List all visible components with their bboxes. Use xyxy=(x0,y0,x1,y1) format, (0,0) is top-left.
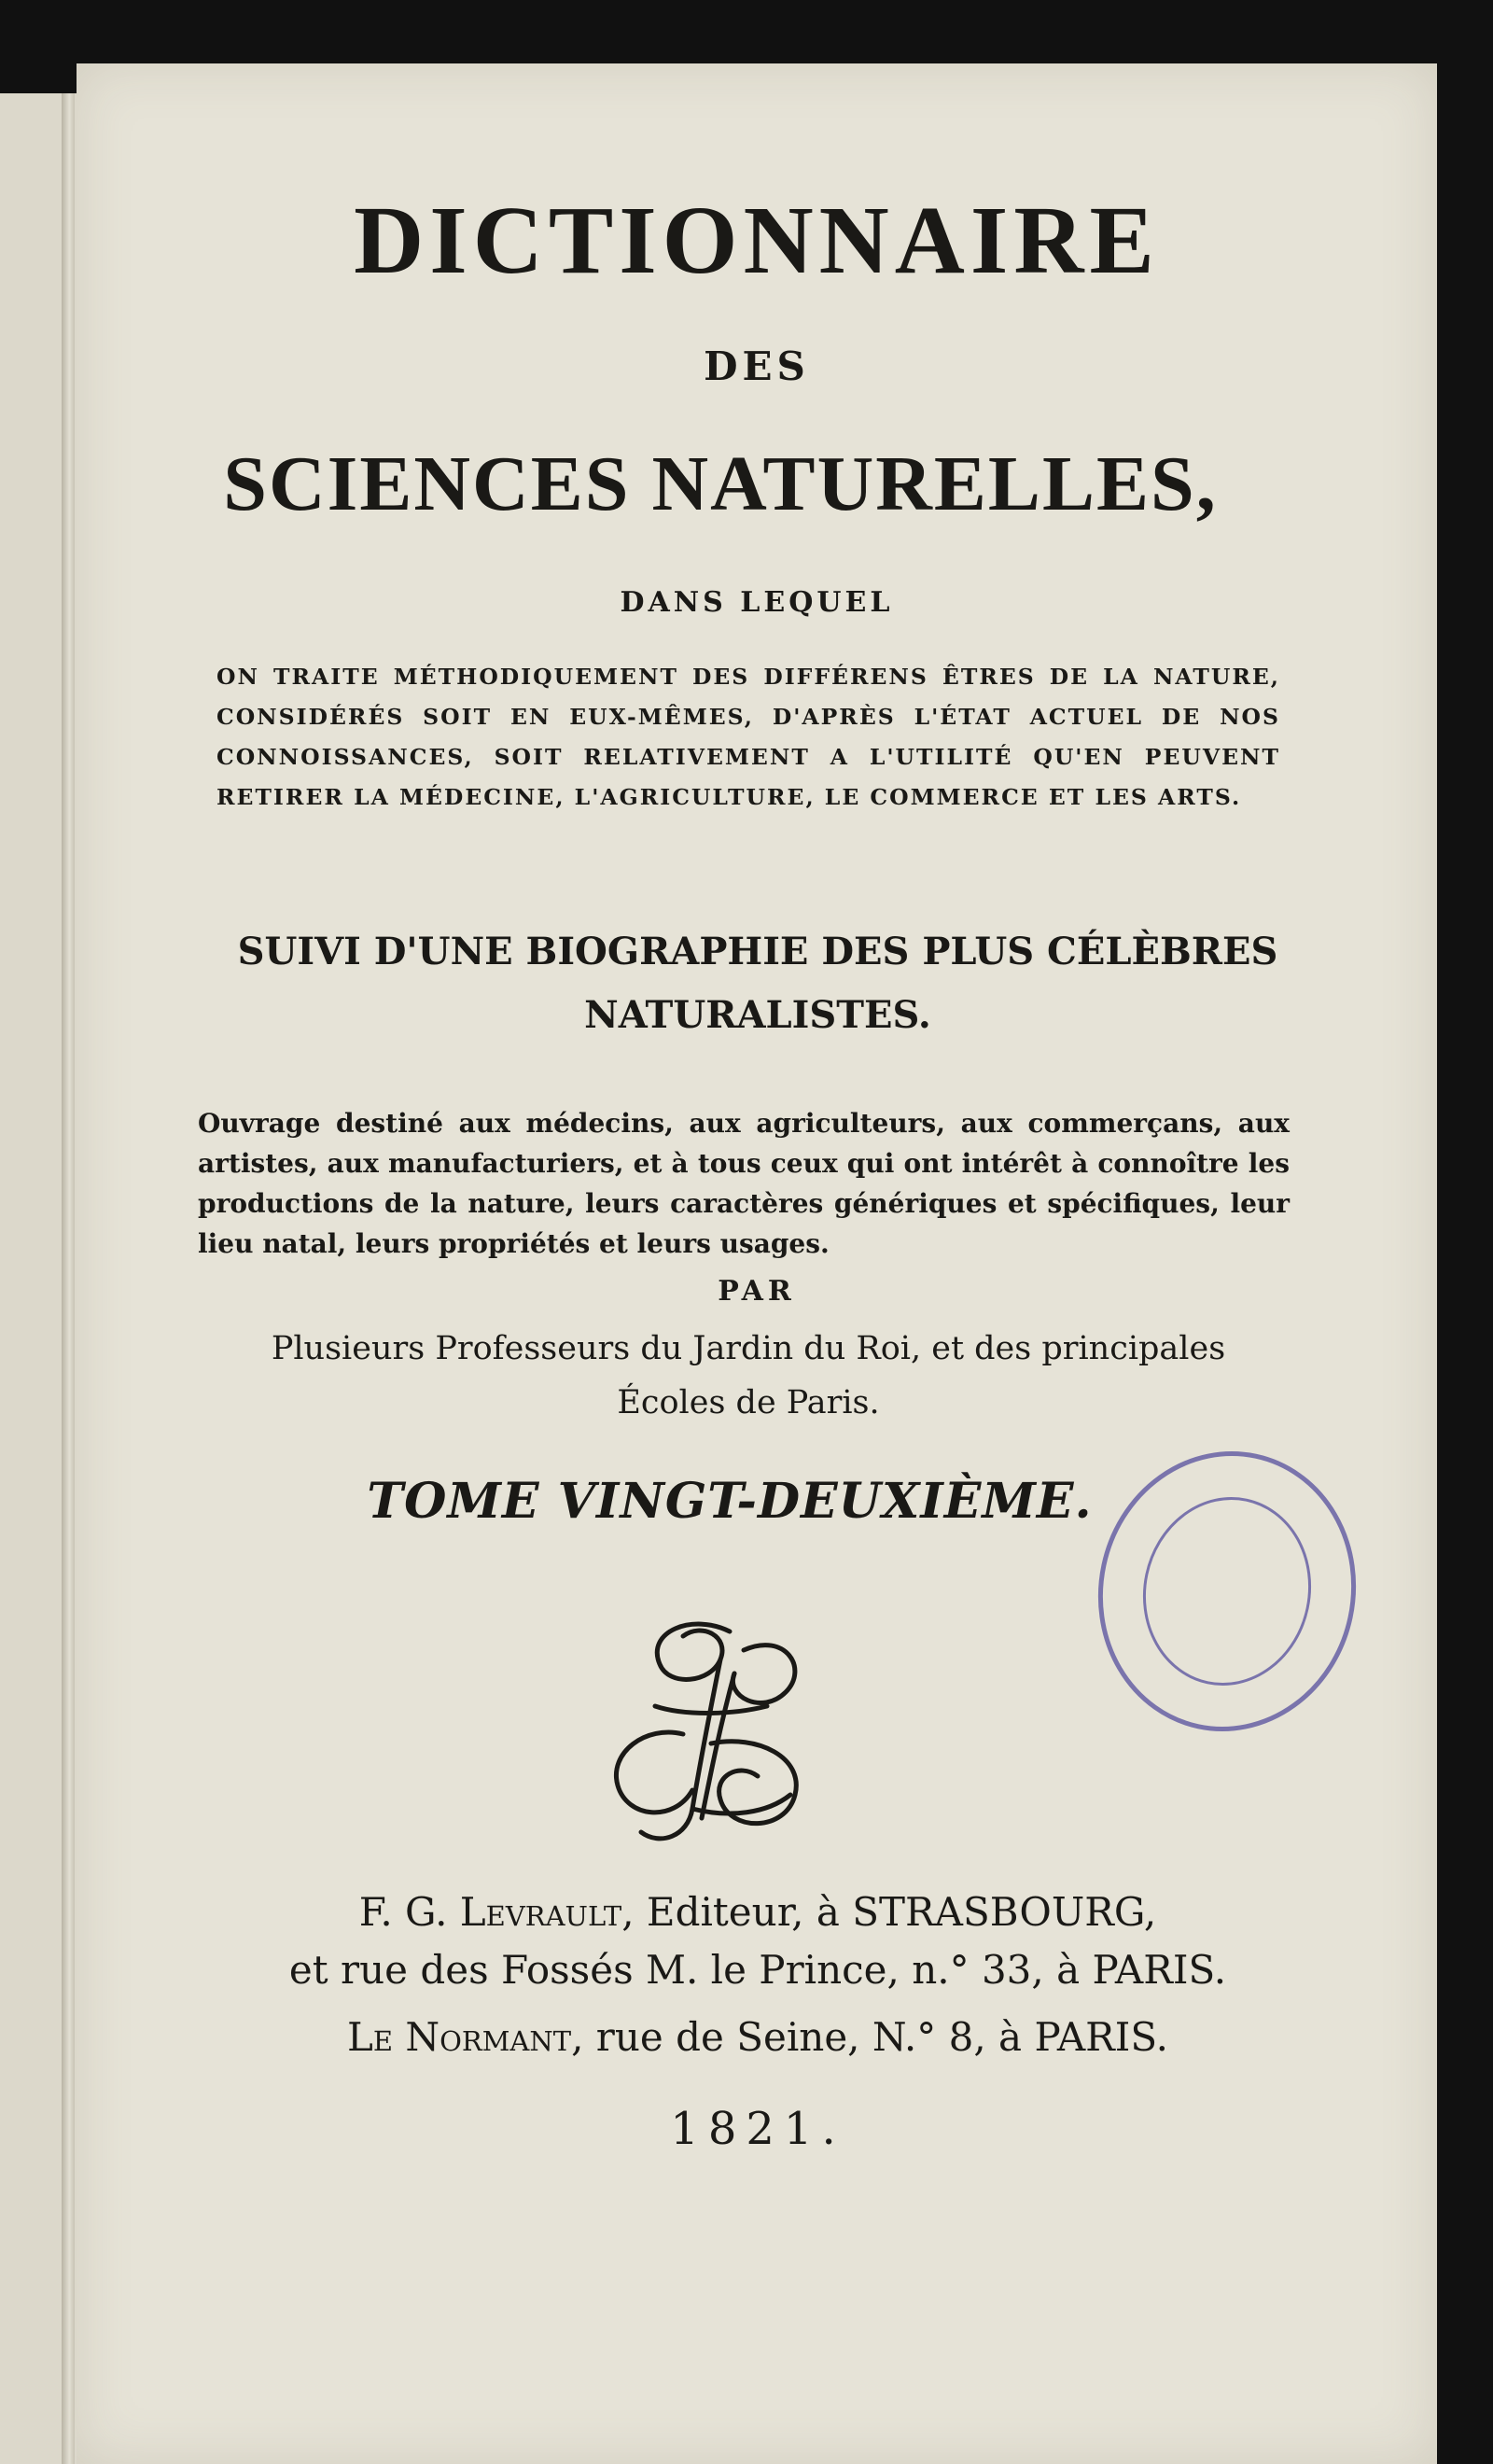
main-title: DICTIONNAIRE xyxy=(354,187,1160,294)
ouvrage-description: Ouvrage destiné aux médecins, aux agriculteurs, aux commerçans, aux artistes, aux manufacturiers, et à tous ceux qui ont intérêt à connoître les productions de la nature, leurs caractères génériques et spécifiques, leur lieu natal, leurs propriétés et leurs usages. xyxy=(198,1108,1290,1259)
publisher-name: F. G. Levrault xyxy=(358,1889,622,1935)
publisher-block xyxy=(151,1883,1364,1999)
publication-year: 1821. xyxy=(670,2103,845,2155)
par-label: PAR xyxy=(718,1275,796,1308)
normant-name: Le Normant xyxy=(346,2014,572,2060)
title-page xyxy=(77,63,1437,2464)
suivi-biographie xyxy=(170,920,1346,1047)
authors xyxy=(133,1322,1364,1430)
publisher-line xyxy=(151,1883,1364,1941)
authors-line-1: Plusieurs Professeurs du Jardin du Roi, et des principales xyxy=(271,1330,1226,1367)
address-line: et rue des Fossés M. le Prince, n.° 33, à PARIS. xyxy=(288,1947,1227,1993)
normant-line xyxy=(151,2014,1364,2060)
suivi-line-1: SUIVI D'UNE BIOGRAPHIE DES PLUS CÉLÈBRES xyxy=(237,930,1278,973)
publisher-location: , Editeur, à STRASBOURG, xyxy=(621,1889,1157,1935)
dans-lequel: DANS LEQUEL xyxy=(620,586,894,619)
description: ON TRAITE MÉTHODIQUEMENT DES DIFFÉRENS ÊTRES DE LA NATURE, CONSIDÉRÉS SOIT EN EUX-MÊMES, D'APRÈS L'ÉTAT ACTUEL DE NOS CONNOISSANCES, SOIT RELATIVEMENT A L'UTILITÉ QU'EN PEUVENT RETIRER LA MÉDECINE, L'AGRICULTURE, LE COMMERCE ET LES ARTS. xyxy=(216,663,1280,810)
publisher-monogram-icon xyxy=(571,1594,851,1865)
library-stamp-icon xyxy=(1082,1437,1372,1745)
left-page-edge xyxy=(62,93,75,2464)
title-des: DES xyxy=(704,343,810,389)
tome-label: TOME VINGT-DEUXIÈME. xyxy=(367,1473,1093,1530)
subtitle: SCIENCES NATURELLES, xyxy=(223,441,1218,527)
normant-address: , rue de Seine, N.° 8, à PARIS. xyxy=(571,2014,1169,2060)
suivi-line-2: NATURALISTES. xyxy=(584,993,931,1037)
authors-line-2: Écoles de Paris. xyxy=(617,1384,880,1421)
